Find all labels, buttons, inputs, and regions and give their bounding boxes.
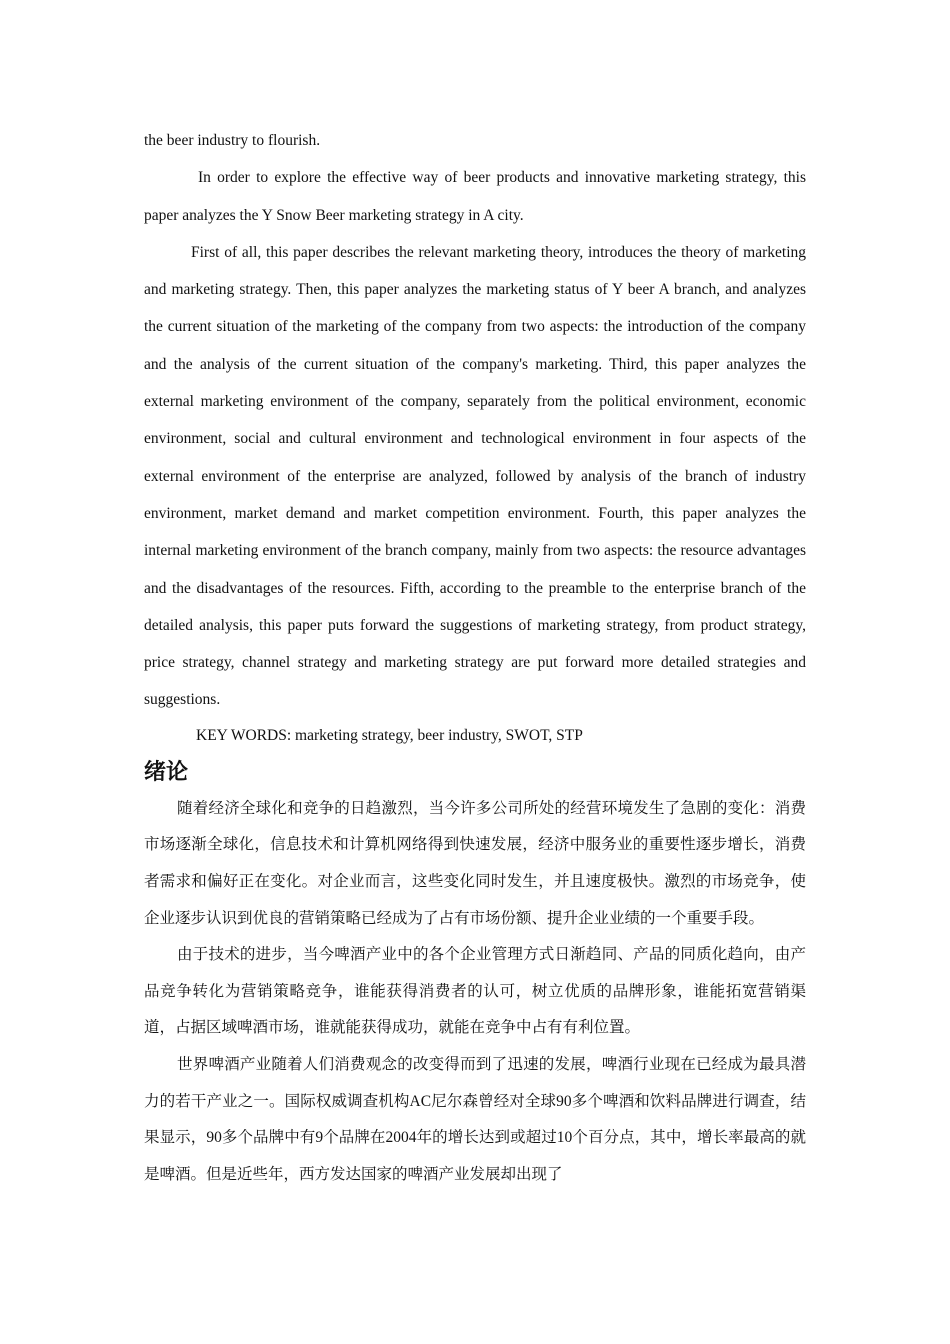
intro-paragraph-2: 由于技术的进步，当今啤酒产业中的各个企业管理方式日渐趋同、产品的同质化趋向，由产品竞争转化为营销策略竞争，谁能获得消费者的认可，树立优质的品牌形象，谁能拓宽营销渠道，占据区域啤酒市场，谁就能获得成功，就能在竞争中占有有利位置。 <box>144 946 806 1037</box>
section-heading-introduction: 绪论 <box>144 759 189 785</box>
abstract-paragraph-purpose: In order to explore the effective way of beer products and innovative marketing strategy, this paper analyzes the Y Snow Beer marketing strategy in A city. <box>144 169 806 224</box>
intro-paragraph-1: 随着经济全球化和竞争的日趋激烈，当今许多公司所处的经营环境发生了急剧的变化：消费市场逐渐全球化，信息技术和计算机网络得到快速发展，经济中服务业的重要性逐步增长，消费者需求和偏好正在变化。对企业而言，这些变化同时发生，并且速度极快。激烈的市场竞争，使企业逐步认识到优良的营销策略已经成为了占有市场份额、提升企业业绩的一个重要手段。 <box>144 799 806 927</box>
intro-paragraph-3: 世界啤酒产业随着人们消费观念的改变得而到了迅速的发展，啤酒行业现在已经成为最具潜力的若干产业之一。国际权威调查机构AC尼尔森曾经对全球90多个啤酒和饮料品牌进行调查，结果显示，90多个品牌中有9个品牌在2004年的增长达到或超过10个百分点，其中，增长率最高的就是啤酒。但是近些年，西方发达国家的啤酒产业发展却出现了 <box>144 1055 806 1183</box>
page-content <box>144 122 806 1193</box>
abstract-paragraph-continuation: the beer industry to flourish. <box>144 132 321 149</box>
keywords-line: KEY WORDS: marketing strategy, beer industry, SWOT, STP <box>196 726 583 744</box>
abstract-paragraph-summary: First of all, this paper describes the relevant marketing theory, introduces the theory of marketing and marketing strategy. Then, this paper analyzes the marketing status of Y beer A branch, and analyzes the current situation of the marketing of the company from two aspects: the introduction of the company and the analysis of the current situation of the company's marketing. Third, this paper analyzes the external marketing environment of the company, separately from the political environment, economic environment, social and cultural environment and technological environment in four aspects of the external environment of the enterprise are analyzed, followed by analysis of the branch of industry environment, market demand and market competition environment. Fourth, this paper analyzes the internal marketing environment of the branch company, mainly from two aspects: the resource advantages and the disadvantages of the resources. Fifth, according to the preamble to the enterprise branch of the detailed analysis, this paper puts forward the suggestions of marketing strategy, from product strategy, price strategy, channel strategy and marketing strategy are put forward more detailed strategies and suggestions. <box>144 243 806 709</box>
